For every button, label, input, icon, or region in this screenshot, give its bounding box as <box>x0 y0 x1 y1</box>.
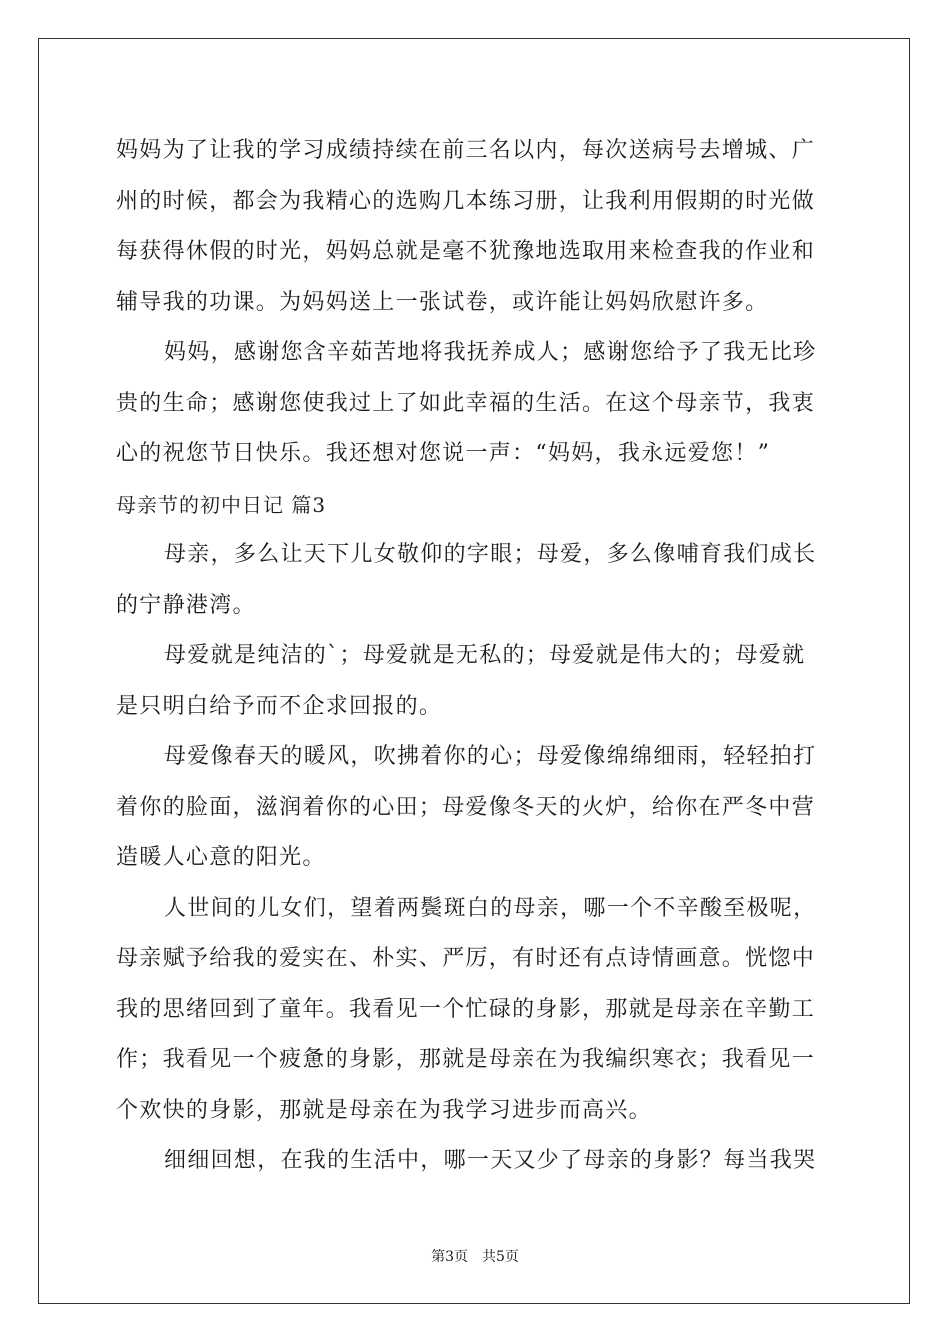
text-line: 细细回想，在我的生活中，哪一天又少了母亲的身影？每当我哭 <box>164 1148 817 1173</box>
text-line: 妈妈为了让我的学习成绩持续在前三名以内，每次送病号去增城、广 <box>116 138 816 163</box>
paragraph <box>116 1136 832 1187</box>
paragraph <box>116 732 832 884</box>
text-line: 母爱像春天的暖风，吹拂着你的心；母爱像绵绵细雨，轻轻拍打 <box>164 744 817 769</box>
paragraph <box>116 328 832 480</box>
text-line: 妈妈，感谢您含辛茹苦地将我抚养成人；感谢您给予了我无比珍 <box>164 340 817 365</box>
text-line: 个欢快的身影，那就是母亲在为我学习进步而高兴。 <box>116 1097 652 1123</box>
paragraph <box>116 884 832 1137</box>
heading-text: 母亲节的初中日记 篇3 <box>116 492 327 517</box>
text-line: 我的思绪回到了童年。我看见一个忙碌的身影，那就是母亲在辛勤工 <box>116 996 816 1022</box>
text-line: 母亲赋予给我的爱实在、朴实、严厉，有时还有点诗情画意。恍惚中 <box>116 946 816 971</box>
text-line: 母亲，多么让天下儿女敬仰的字眼；母爱，多么像哺育我们成长 <box>164 542 817 567</box>
text-line: 人世间的儿女们，望着两鬓斑白的母亲，哪一个不辛酸至极呢， <box>164 895 817 921</box>
text-line: 造暖人心意的阳光。 <box>116 845 326 870</box>
paragraph <box>116 631 832 732</box>
text-line: 州的时候，都会为我精心的选购几本练习册，让我利用假期的时光做 <box>116 188 816 214</box>
text-line: 母爱就是纯洁的`；母爱就是无私的；母爱就是伟大的；母爱就 <box>164 643 806 668</box>
paragraph <box>116 126 832 328</box>
document-body <box>116 126 832 1187</box>
text-line: 贵的生命；感谢您使我过上了如此幸福的生活。在这个母亲节，我衷 <box>116 390 816 416</box>
paragraph <box>116 530 832 631</box>
text-line: 辅导我的功课。为妈妈送上一张试卷，或许能让妈妈欣慰许多。 <box>116 289 769 315</box>
text-line: 心的祝您节日快乐。我还想对您说一声：“妈妈，我永远爱您！” <box>116 441 771 466</box>
text-line: 是只明白给予而不企求回报的。 <box>116 693 443 719</box>
section-heading <box>116 480 832 531</box>
text-line: 每获得休假的时光，妈妈总就是毫不犹豫地选取用来检查我的作业和 <box>116 239 816 264</box>
text-line: 着你的脸面，滋润着你的心田；母爱像冬天的火炉，给你在严冬中营 <box>116 794 816 820</box>
text-line: 的宁静港湾。 <box>116 592 256 618</box>
text-line: 作；我看见一个疲惫的身影，那就是母亲在为我编织寒衣；我看见一 <box>116 1047 816 1072</box>
page-footer: 第3页 共5页 <box>431 1249 519 1265</box>
